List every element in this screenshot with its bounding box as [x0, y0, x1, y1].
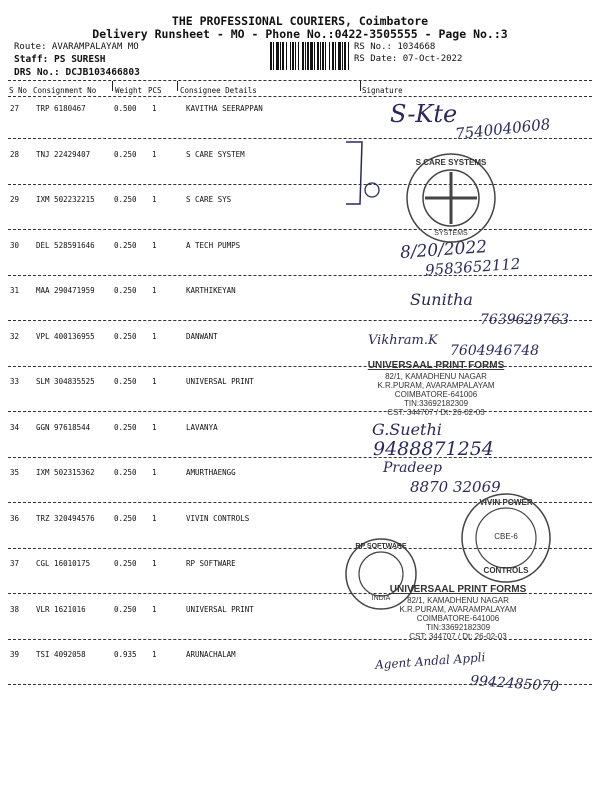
- vivin-stamp: [458, 490, 554, 586]
- barcode-bar: [329, 42, 330, 70]
- row-consignment-no: MAA 290471959: [36, 286, 95, 295]
- row-weight: 0.250: [114, 514, 137, 523]
- row-consignee: ARUNACHALAM: [186, 650, 236, 659]
- staff-label: Staff: PS SURESH: [14, 54, 106, 65]
- col-consignment: Consignment No: [33, 86, 97, 95]
- row-pcs: 1: [152, 104, 157, 113]
- row-sno: 28: [10, 150, 20, 159]
- barcode-bar: [286, 42, 287, 70]
- universal-stamp-1-l5: CST: 344707 / Dt: 26-02-03: [387, 408, 485, 417]
- row-consignment-no: DEL 528591646: [36, 241, 95, 250]
- row-sno: 31: [10, 286, 20, 295]
- barcode-bar: [276, 42, 279, 70]
- drs-label: DRS No.: DCJB103466803: [14, 67, 140, 78]
- row-consignment-no: IXM 502232215: [36, 195, 95, 204]
- signature-31: Sunitha: [410, 290, 473, 309]
- row-consignee: KARTHIKEYAN: [186, 286, 236, 295]
- bracket-mark: [342, 138, 382, 208]
- barcode-bar: [305, 42, 306, 70]
- header-divider: [8, 96, 592, 97]
- col-sno: S No: [9, 86, 28, 95]
- barcode-bar: [317, 42, 319, 70]
- universal-stamp-1-l3: COIMBATORE-641006: [394, 390, 478, 399]
- barcode-bar: [295, 42, 296, 70]
- header-divider: [8, 80, 592, 81]
- barcode-bar: [342, 42, 343, 70]
- row-sno: 35: [10, 468, 20, 477]
- phone-30: 9583652112: [424, 254, 521, 280]
- row-consignment-no: CGL 16010175: [36, 559, 91, 568]
- col-pcs: PCS: [148, 86, 162, 95]
- phone-27: 7540040608: [454, 115, 552, 143]
- scare-stamp-bottom: SYSTEMS: [434, 230, 468, 237]
- row-weight: 0.250: [114, 423, 137, 432]
- barcode-bar: [344, 42, 346, 70]
- rp-stamp-bottom: INDIA: [371, 595, 391, 602]
- universal-stamp-2-name: UNIVERSAAL PRINT FORMS: [389, 584, 527, 595]
- row-divider: [8, 138, 592, 139]
- phone-39: 9942485070: [469, 672, 560, 696]
- scare-stamp: [405, 152, 497, 244]
- row-pcs: 1: [152, 605, 157, 614]
- row-pcs: 1: [152, 559, 157, 568]
- universal-stamp-2-l5: CST: 344707 / Dt: 26-02-03: [409, 632, 507, 641]
- barcode: [270, 42, 350, 70]
- universal-stamp-1-name: UNIVERSAAL PRINT FORMS: [367, 360, 505, 371]
- universal-stamp-1-l1: 82/1, KAMADHENU NAGAR: [385, 372, 487, 381]
- row-consignment-no: VPL 400136955: [36, 332, 95, 341]
- barcode-bar: [282, 42, 284, 70]
- row-weight: 0.250: [114, 377, 137, 386]
- signature-35: Pradeep: [383, 460, 442, 476]
- barcode-bar: [325, 42, 326, 70]
- phone-35: 8870 32069: [410, 478, 501, 496]
- row-weight: 0.250: [114, 150, 137, 159]
- phone-32: 7604946748: [450, 343, 540, 359]
- barcode-bar: [338, 42, 341, 70]
- barcode-bar: [322, 42, 324, 70]
- rs-no-label: RS No.: 1034668: [354, 42, 436, 52]
- row-weight: 0.250: [114, 332, 137, 341]
- barcode-bar: [307, 42, 309, 70]
- row-pcs: 1: [152, 150, 157, 159]
- signature-27: S-Kte: [390, 100, 458, 128]
- vivin-stamp-top: VIVIN POWER: [479, 498, 533, 507]
- row-consignment-no: VLR 1621016: [36, 605, 86, 614]
- col-consignee: Consignee Details: [180, 86, 257, 95]
- barcode-bar: [270, 42, 272, 70]
- row-pcs: 1: [152, 195, 157, 204]
- row-sno: 33: [10, 377, 20, 386]
- row-pcs: 1: [152, 377, 157, 386]
- row-consignee: RP SOFTWARE: [186, 559, 236, 568]
- scare-stamp-top: S CARE SYSTEMS: [415, 158, 487, 167]
- row-weight: 0.250: [114, 605, 137, 614]
- row-divider: [8, 229, 592, 230]
- col-weight: Weight: [115, 86, 143, 95]
- row-pcs: 1: [152, 650, 157, 659]
- barcode-bar: [314, 42, 315, 70]
- universal-stamp-1-l4: TIN:33692182309: [403, 399, 469, 408]
- row-sno: 39: [10, 650, 20, 659]
- row-pcs: 1: [152, 514, 157, 523]
- col-signature: Signature: [362, 86, 403, 95]
- row-pcs: 1: [152, 241, 157, 250]
- barcode-bar: [348, 42, 349, 70]
- barcode-bar: [335, 42, 336, 70]
- universal-stamp-1-l2: K.R.PURAM, AVARAMPALAYAM: [377, 381, 495, 390]
- barcode-bar: [310, 42, 313, 70]
- row-divider: [8, 275, 592, 276]
- barcode-bar: [332, 42, 334, 70]
- row-consignment-no: TRZ 320494576: [36, 514, 95, 523]
- row-consignment-no: TRP 6180467: [36, 104, 86, 113]
- rs-date-label: RS Date: 07-Oct-2022: [354, 54, 463, 64]
- row-consignee: A TECH PUMPS: [186, 241, 241, 250]
- row-consignee: KAVITHA SEERAPPAN: [186, 104, 263, 113]
- signature-32: Vikhram.K: [368, 333, 438, 348]
- signature-34: G.Suethi: [372, 420, 442, 439]
- col-sep: [177, 81, 178, 91]
- row-consignee: VIVIN CONTROLS: [186, 514, 250, 523]
- row-consignee: S CARE SYSTEM: [186, 150, 245, 159]
- barcode-bar: [302, 42, 304, 70]
- route-label: Route: AVARAMPALAYAM MO: [14, 42, 139, 52]
- barcode-bar: [320, 42, 321, 70]
- row-consignee: LAVANYA: [186, 423, 218, 432]
- row-consignee: S CARE SYS: [186, 195, 232, 204]
- vivin-stamp-center: CBE-6: [494, 532, 518, 541]
- row-sno: 30: [10, 241, 20, 250]
- row-sno: 34: [10, 423, 20, 432]
- row-consignment-no: TSI 4092058: [36, 650, 86, 659]
- row-consignment-no: SLM 304835525: [36, 377, 95, 386]
- row-consignee: UNIVERSAL PRINT: [186, 377, 254, 386]
- universal-stamp-2-l4: TIN:33692182309: [425, 623, 491, 632]
- row-divider: [8, 457, 592, 458]
- universal-stamp-2-l2: K.R.PURAM, AVARAMPALAYAM: [399, 605, 517, 614]
- phone-34: 9488871254: [373, 438, 494, 460]
- barcode-bar: [290, 42, 291, 70]
- row-pcs: 1: [152, 332, 157, 341]
- row-sno: 37: [10, 559, 20, 568]
- signature-39: Agent Andal Appli: [374, 650, 486, 672]
- universal-stamp-2-l1: 82/1, KAMADHENU NAGAR: [407, 596, 509, 605]
- row-consignee: DANWANT: [186, 332, 218, 341]
- row-weight: 0.935: [114, 650, 137, 659]
- row-sno: 38: [10, 605, 20, 614]
- vivin-stamp-bottom: CONTROLS: [483, 566, 529, 575]
- row-pcs: 1: [152, 286, 157, 295]
- universal-stamp-2-l3: COIMBATORE-641006: [416, 614, 500, 623]
- row-consignment-no: IXM 502315362: [36, 468, 95, 477]
- signature-30: 8/20/2022: [399, 236, 488, 264]
- row-weight: 0.250: [114, 195, 137, 204]
- row-weight: 0.250: [114, 241, 137, 250]
- row-divider: [8, 184, 592, 185]
- barcode-bar: [298, 42, 299, 70]
- row-pcs: 1: [152, 423, 157, 432]
- row-pcs: 1: [152, 468, 157, 477]
- row-weight: 0.250: [114, 559, 137, 568]
- col-sep: [112, 81, 113, 91]
- row-weight: 0.250: [114, 468, 137, 477]
- row-weight: 0.250: [114, 286, 137, 295]
- row-sno: 32: [10, 332, 20, 341]
- phone-31: 7639629763: [480, 312, 570, 328]
- row-consignee: UNIVERSAL PRINT: [186, 605, 254, 614]
- barcode-bar: [292, 42, 294, 70]
- row-sno: 27: [10, 104, 20, 113]
- barcode-bar: [273, 42, 274, 70]
- row-sno: 36: [10, 514, 20, 523]
- row-weight: 0.500: [114, 104, 137, 113]
- runsheet-title: Delivery Runsheet - MO - Phone No.:0422-3505555 - Page No.:3: [92, 27, 508, 41]
- row-consignment-no: GGN 97618544: [36, 423, 91, 432]
- company-title: THE PROFESSIONAL COURIERS, Coimbatore: [171, 14, 429, 28]
- barcode-bar: [280, 42, 281, 70]
- row-consignee: AMURTHAENGG: [186, 468, 236, 477]
- rp-stamp-top: RP SOFTWARE: [355, 543, 407, 550]
- row-consignment-no: TNJ 22429407: [36, 150, 91, 159]
- col-sep: [360, 81, 361, 91]
- row-sno: 29: [10, 195, 20, 204]
